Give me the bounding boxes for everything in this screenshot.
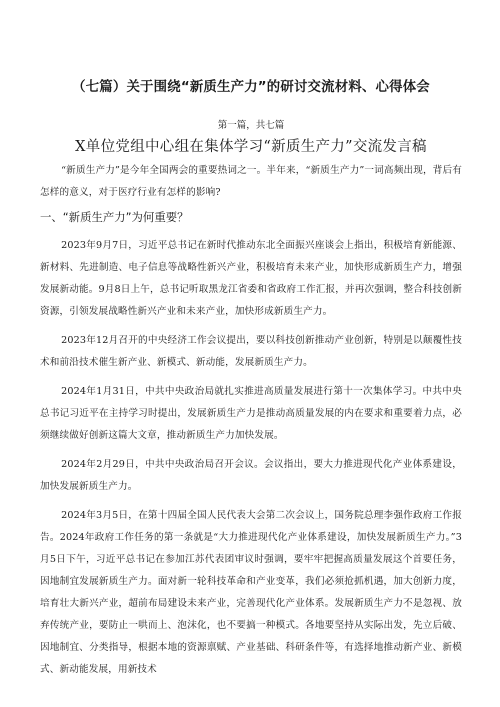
speech-title: X单位党组中心组在集体学习“新质生产力”交流发言稿	[75, 139, 427, 155]
body-paragraph: 2024年2月29日，中共中央政治局召开会议。会议指出，要大力推进现代化产业体系建设，加快发展新质生产力。	[40, 459, 462, 492]
body-paragraph: 2024年3月5日，在第十四届全国人民代表大会第二次会议上，国务院总理李强作政府工作报告。2024年政府工作任务的第一条就是“大力推进现代化产业体系建设，加快发展新质生产力。”3月5日下午，习近平总书记在参加江苏代表团审议时强调，要牢牢把握高质量发展这个首要任务，因地制宜发展新质生产力。面对新一轮科技革命和产业变革，我们必须抢抓机遇，加大创新力度，培育壮大新兴产业，超前布局建设未来产业，完善现代化产业体系。发展新质生产力不是忽视、放弃传统产业，要防止一哄而上、泡沫化，也不要搞一种模式。各地要坚持从实际出发，先立后破、因地制宜、分类指导，根据本地的资源禀赋、产业基础、科研条件等，有选择地推动新产业、新模式、新动能发展，用新技术	[40, 510, 462, 675]
section-heading: 一、“新质生产力”为何重要？	[40, 210, 189, 224]
intro-paragraph: “新质生产力”是今年全国两会的重要热词之一。半年来，“新质生产力”一词高频出现，背后有怎样的意义，对于医疗行业有怎样的影响?	[40, 165, 462, 198]
body-paragraph: 2023年12月召开的中央经济工作会议提出，要以科技创新推动产业创新，特别是以颠覆性技术和前沿技术催生新产业、新模式、新动能，发展新质生产力。	[40, 335, 462, 368]
body-paragraph: 2024年1月31日，中共中央政治局就扎实推进高质量发展进行第十一次集体学习。中共中央总书记习近平在主持学习时提出，发展新质生产力是推动高质量发展的内在要求和重要着力点，必须继续做好创新这篇大文章，推动新质生产力加快发展。	[40, 386, 462, 441]
body-paragraph: 2023年9月7日，习近平总书记在新时代推动东北全面振兴座谈会上指出，积极培育新能源、新材料、先进制造、电子信息等战略性新兴产业，积极培育未来产业，加快形成新质生产力，增强发展新动能。9月8日上午，总书记听取黑龙江省委和省政府工作汇报，并再次强调，整合科技创新资源，引领发展战略性新兴产业和未来产业，加快形成新质生产力。	[40, 240, 462, 317]
part-label: 第一篇，共七篇	[217, 120, 285, 131]
document-title: （七篇）关于围绕“新质生产力”的研讨交流材料、心得体会	[72, 80, 430, 95]
